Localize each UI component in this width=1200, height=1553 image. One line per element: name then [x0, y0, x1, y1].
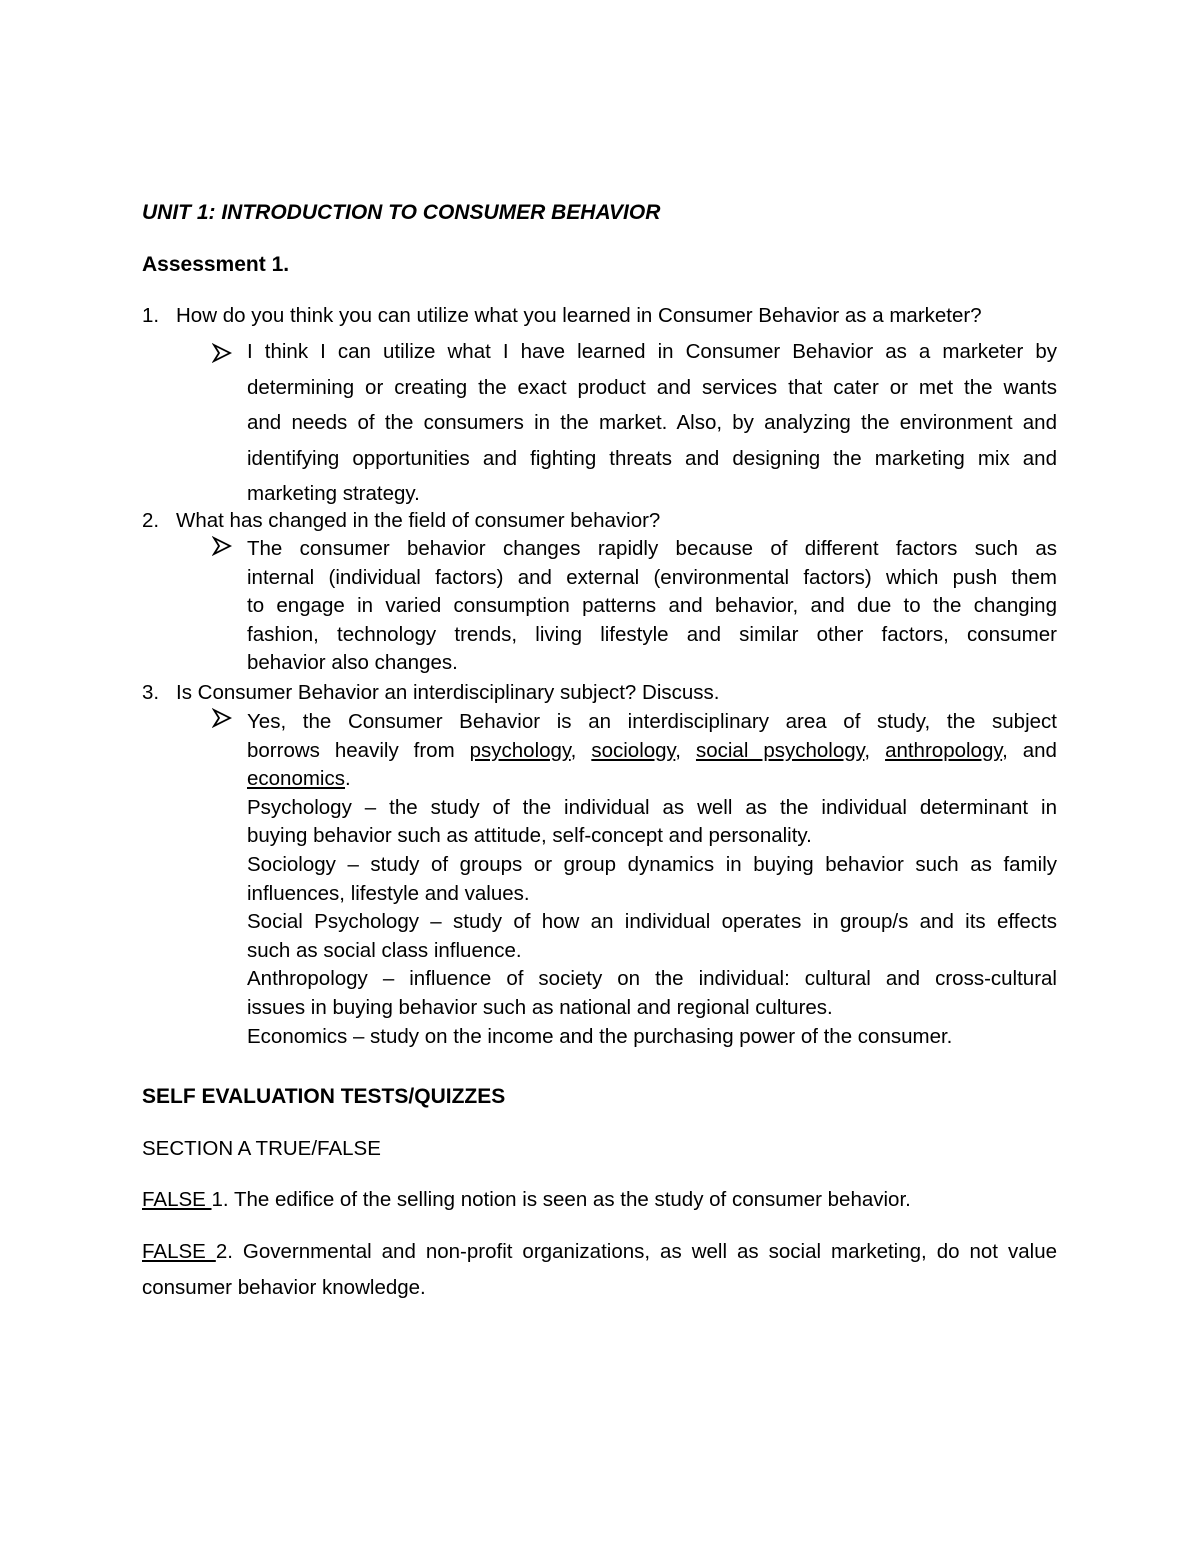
definition-line: issues in buying behavior such as national and regional cultures.	[247, 995, 833, 1019]
definition-line: buying behavior such as attitude, self-concept and personality.	[247, 824, 812, 848]
answer-line	[247, 765, 1057, 794]
discipline-link: psychology	[469, 738, 571, 762]
discipline-link: economics	[247, 767, 345, 791]
item-number: 2.	[215, 1240, 233, 1263]
unit-title: UNIT 1: INTRODUCTION TO CONSUMER BEHAVIOR	[142, 201, 661, 224]
true-false-line	[142, 1182, 1057, 1218]
definition-line: influences, lifestyle and values.	[247, 881, 530, 905]
answer-line: Yes, the Consumer Behavior is an interdisciplinary area of study, the subject	[247, 710, 1057, 733]
answer-line: internal (individual factors) and external (environmental factors) which push them	[247, 565, 1057, 589]
statement-text: Governmental and non-profit organizations, as well as social marketing, do not value	[232, 1240, 1057, 1263]
item-number: 1.	[211, 1188, 229, 1211]
definition-line: Anthropology – influence of society on the individual: cultural and cross-cultural	[247, 967, 1057, 991]
answer-line: identifying opportunities and fighting threats and designing the marketing mix and	[247, 446, 1057, 470]
section-a-title: SECTION A TRUE/FALSE	[142, 1137, 381, 1160]
answer-line: I think I can utilize what I have learned in Consumer Behavior as a marketer by	[247, 340, 1057, 363]
arrow-bullet-icon	[212, 536, 232, 556]
question-text: How do you think you can utilize what you learned in Consumer Behavior as a marketer?	[176, 304, 982, 327]
answer-paragraph	[247, 708, 1057, 1051]
answer-line: to engage in varied consumption patterns and behavior, and due to the changing	[247, 594, 1057, 618]
statement-text: The edifice of the selling notion is seen as the study of consumer behavior.	[228, 1188, 911, 1211]
answer-line: and needs of the consumers in the market. Also, by analyzing the environment and	[247, 411, 1057, 434]
discipline-link: sociology	[591, 738, 676, 762]
answer-line-with-disciplines	[247, 737, 1057, 766]
question-text: Is Consumer Behavior an interdisciplinary subject? Discuss.	[176, 681, 720, 704]
definition-line: such as social class influence.	[247, 938, 522, 962]
punctuation: ,	[675, 738, 681, 762]
definition-line: Social Psychology – study of how an individual operates in group/s and its effects	[247, 910, 1057, 934]
definition-line: Psychology – the study of the individual as well as the individual determinant in	[247, 795, 1057, 819]
assessment-heading: Assessment 1.	[142, 253, 290, 276]
question-number: 3.	[142, 681, 160, 704]
discipline-link: anthropology	[885, 738, 1003, 762]
self-evaluation-title: SELF EVALUATION TESTS/QUIZZES	[142, 1085, 506, 1108]
answer-line: marketing strategy.	[247, 482, 420, 505]
definition-line: Sociology – study of groups or group dynamics in buying behavior such as family	[247, 852, 1057, 876]
answer-line: fashion, technology trends, living lifestyle and similar other factors, consumer	[247, 622, 1057, 646]
question-number: 1.	[142, 304, 160, 327]
answer-text: and	[1022, 738, 1057, 762]
definition-line: Economics – study on the income and the purchasing power of the consumer.	[247, 1024, 953, 1048]
discipline-link: social psychology	[695, 738, 865, 762]
answer-text: borrows heavily from	[247, 738, 455, 762]
true-false-line	[142, 1234, 1057, 1270]
question-text: What has changed in the field of consumer behavior?	[176, 509, 661, 532]
arrow-bullet-icon	[212, 343, 232, 363]
punctuation: ,	[570, 738, 577, 762]
punctuation: ,	[864, 738, 871, 762]
question-number: 2.	[142, 509, 160, 532]
answer-paragraph	[247, 535, 1057, 678]
punctuation: ,	[1002, 738, 1008, 762]
answer-label: FALSE	[142, 1188, 212, 1211]
answer-line: determining or creating the exact product and services that cater or met the wants	[247, 375, 1057, 399]
punctuation: .	[345, 767, 351, 791]
answer-line: The consumer behavior changes rapidly because of different factors such as	[247, 537, 1057, 560]
true-false-line: consumer behavior knowledge.	[142, 1276, 426, 1299]
answer-paragraph	[247, 334, 1057, 512]
true-false-item	[142, 1182, 1057, 1218]
true-false-item	[142, 1234, 1057, 1306]
answer-label: FALSE	[142, 1240, 216, 1263]
arrow-bullet-icon	[212, 708, 232, 728]
answer-line: behavior also changes.	[247, 651, 458, 675]
